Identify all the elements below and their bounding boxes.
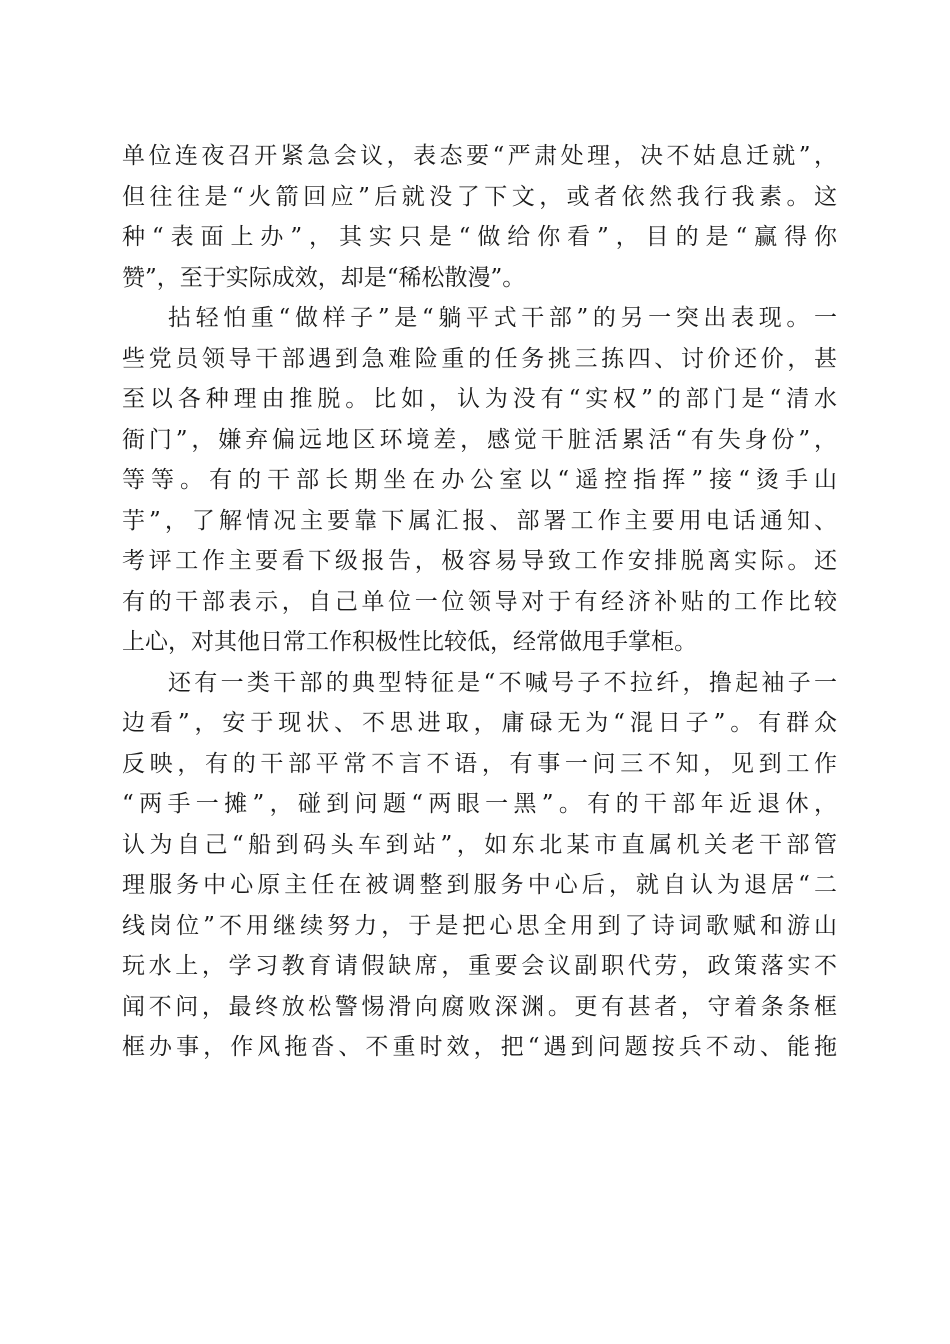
text-line: 衙门”，嫌弃偏远地区环境差，感觉干脏活累活“有失身份”， — [122, 426, 837, 453]
text-line: 些党员领导干部遇到急难险重的任务挑三拣四、讨价还价，甚 — [122, 345, 837, 372]
text-line: 框办事，作风拖沓、不重时效，把“遇到问题按兵不动、能拖 — [122, 1034, 837, 1060]
text-line: 但往往是“火箭回应”后就没了下文，或者依然我行我素。这 — [122, 183, 837, 210]
text-line: 单位连夜召开紧急会议，表态要“严肃处理，决不姑息迁就”， — [122, 143, 837, 169]
text-line: 至以各种理由推脱。比如，认为没有“实权”的部门是“清水 — [122, 386, 837, 412]
text-line: “两手一摊”，碰到问题“两眼一黑”。有的干部年近退休， — [122, 791, 837, 817]
text-line: 等等。有的干部长期坐在办公室以“遥控指挥”接“烫手山 — [122, 467, 837, 493]
text-line: 闻不问，最终放松警惕滑向腐败深渊。更有甚者，守着条条框 — [122, 993, 837, 1020]
text-line: 认为自己“船到码头车到站”，如东北某市直属机关老干部管 — [122, 831, 837, 858]
text-line: 玩水上，学习教育请假缺席，重要会议副职代劳，政策落实不 — [122, 953, 837, 979]
text-line: 边看”，安于现状、不思进取，庸碌无为“混日子”。有群众 — [122, 710, 837, 736]
text-line: 上心，对其他日常工作积极性比较低，经常做甩手掌柜。 — [122, 629, 697, 655]
text-line: 拈轻怕重“做样子”是“躺平式干部”的另一突出表现。一 — [168, 305, 837, 331]
text-line: 芋”，了解情况主要靠下属汇报、部署工作主要用电话通知、 — [122, 507, 837, 534]
text-line: 种“表面上办”，其实只是“做给你看”，目的是“赢得你 — [122, 224, 837, 250]
text-line: 有的干部表示，自己单位一位领导对于有经济补贴的工作比较 — [122, 588, 837, 615]
text-line: 考评工作主要看下级报告，极容易导致工作安排脱离实际。还 — [122, 548, 837, 574]
text-line: 还有一类干部的典型特征是“不喊号子不拉纤，撸起袖子一 — [168, 669, 837, 696]
text-line: 赞”，至于实际成效，却是“稀松散漫”。 — [122, 264, 526, 291]
text-line: 理服务中心原主任在被调整到服务中心后，就自认为退居“二 — [122, 872, 837, 898]
text-line: 反映，有的干部平常不言不语，有事一问三不知，见到工作 — [122, 750, 837, 777]
text-line: 线岗位”不用继续努力，于是把心思全用到了诗词歌赋和游山 — [122, 912, 837, 939]
body-text — [122, 136, 837, 1068]
